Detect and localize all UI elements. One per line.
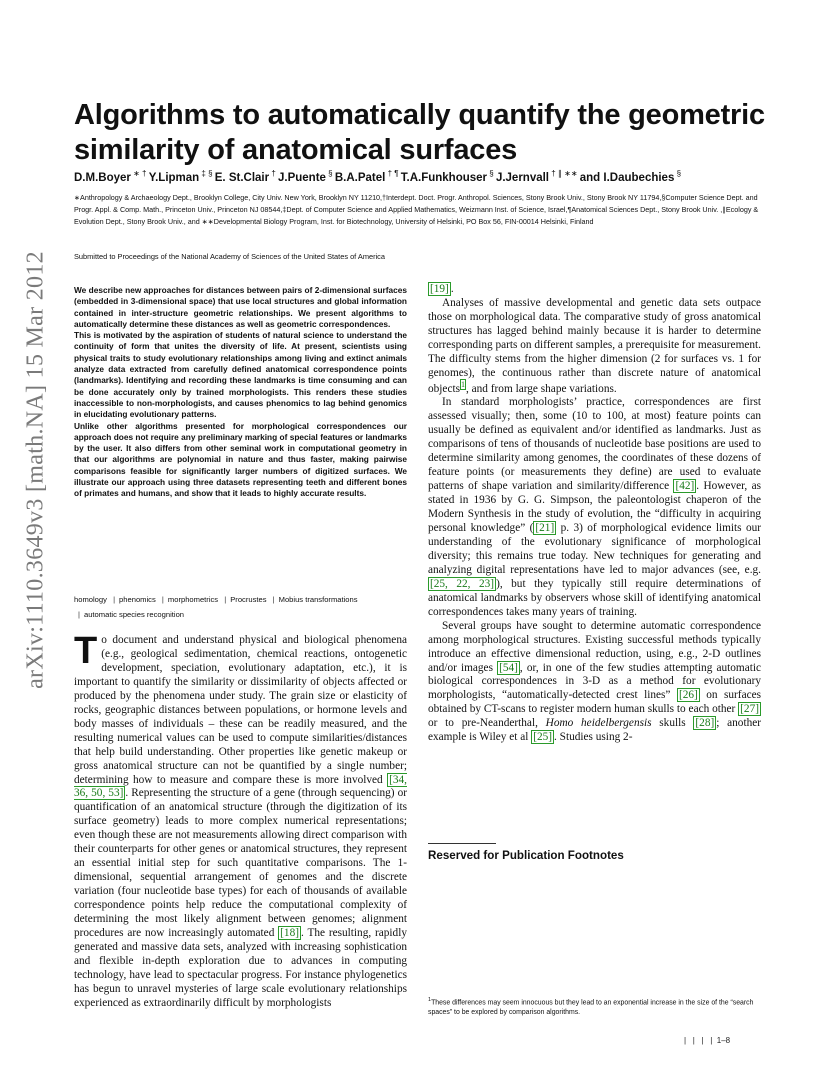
author-name: and I.Daubechies (579, 171, 675, 184)
keywords (74, 592, 407, 622)
citation-link[interactable]: [21] (535, 521, 555, 534)
author-name: J.Jernvall (495, 171, 550, 184)
author-affiliation-marks: ‡ § (199, 169, 215, 178)
keyword-separator: | (224, 595, 227, 604)
body-paragraph: To document and understand physical and biological phenomena (e.g., geological sedimentation, chemical reactions, ontogenetic development, speciation, evolutionary adaptation, etc.), it is important to quantify the similarity or dissimilarity of objects affected or produced by the phenomena under study. The grain size or elasticity of rocks, geographic distances between populations, or hormone levels and body masses of individuals – these can be readily measured, and the resulting numerical values can be used to compute similarities/distances that help build understanding. Other properties like genetic makeup or gross anatomical structure can not be quantified by a single number; determining how to measure and compare these is more involved [34, 36, 50, 53] . Representing the structure of a gene (through sequencing) or quantification of an anatomical structure (through the digitization of its surface geometry) leads to more complex numerical representations; even though these are not measurements allowing direct comparison with their counterparts for other genes or anatomical structures, they represent an essential initial step for such quantitative comparisons. The 1-dimensional, sequential arrangement of genomes and the discrete variation (four nucleotide base types) for each of thousands of available correspondence points help reduce the computational complexity of determining the most likely alignment between genomes; alignment procedures are now increasingly automated [18] . The resulting, rapidly generated and massive data sets, analyzed with increasing sophistication and flexible in-depth exploration due to advances in computing technology, have lead to spectacular progress. For instance phylogenetics has begun to unravel mysteries of large scale evolutionary relationships experienced as extraordinarily difficult by morphologists (74, 630, 408, 1009)
footnote-link[interactable]: 1 (461, 379, 465, 389)
species-name: Homo heidelbergensis (545, 717, 652, 730)
keyword-separator: | (113, 595, 116, 604)
body-column-right (428, 283, 761, 745)
citation-link[interactable]: [28] (695, 717, 715, 730)
author-name: E. St.Clair (214, 171, 270, 184)
arxiv-identifier (14, 251, 58, 689)
body-paragraph: Several groups have sought to determine automatic correspondence among morphological structures. Existing successful methods typically introduce an effective dimensional reduction, using, e.g., 2-D outlines and/or images [54] , or, in one of the few studies attempting automatic biological correspondences in 3-D as a method for evolutionary morphologists, “automatically-detected crest lines” [26] on surfaces obtained by CT-scans to register modern human skulls to each other [27] or to pre-Neanderthal, Homo heidelbergensis skulls [28] ; another example is Wiley et al [25] . Studies using 2- (428, 619, 762, 744)
author-affiliation-marks: § (674, 169, 682, 178)
citation-link[interactable]: [25, 22, 23] (430, 577, 495, 590)
body-paragraph: Analyses of massive developmental and genetic data sets outpace those on morphological data. The comparative study of gross anatomical structures has lagged behind mainly because it is harder to determine corresponding parts on different samples, a prerequisite for measurement. The difficulty stems from the higher dimension (2 for surfaces vs. 1 for genomes), the continuous rather than discrete nature of anatomical objects$^1$, and from large shape variations. (428, 296, 761, 395)
paper-title: Algorithms to automatically quantify the geometric similarity of anatomical surfaces (74, 99, 765, 166)
citation-link[interactable]: [26] (678, 689, 698, 702)
keyword: Mobius transformations (278, 595, 358, 604)
author-affiliation-marks: § (487, 169, 496, 178)
author-name: J.Puente (278, 171, 326, 184)
author-name: Y.Lipman (148, 171, 200, 184)
footnote-rule (428, 843, 496, 844)
page-footer: | | | | 1–8 (684, 1036, 731, 1045)
citation-link[interactable]: [27] (740, 703, 759, 716)
abstract (74, 285, 407, 500)
footnote-text: These differences may seem innocuous but they lead to an exponential increase in the size of the “search spaces” to be explored by comparison algorithms. (428, 999, 754, 1017)
author-name: D.M.Boyer (74, 171, 131, 184)
abstract-paragraph: Unlike other algorithms presented for morphological correspondences our approach does not require any preliminary marking of special features or landmarks by the user. It also differs from other seminal work in computational geometry in that our algorithms are polynomial in nature and thus faster, making pairwise comparisons feasible for significantly larger numbers of digitized surfaces. We illustrate our approach using three datasets representing teeth and different bones of primates and humans, and show that it leads to highly accurate results. (74, 420, 407, 499)
citation-link[interactable]: [34, 36, 50, 53] (74, 773, 408, 800)
author-affiliation-marks: † ∥ ∗∗ (549, 169, 580, 178)
body-column-left (74, 630, 408, 1011)
keyword: morphometrics (167, 595, 219, 604)
keyword-separator: | (161, 595, 164, 604)
drop-cap: T (74, 630, 98, 672)
footnote-mark: 1 (428, 997, 432, 1003)
author-affiliation-marks: § (325, 169, 335, 178)
author-affiliation-marks: † ¶ (385, 169, 401, 178)
body-paragraph-continued: [19] . (430, 283, 454, 295)
abstract-paragraph: This is motivated by the aspiration of students of natural science to understand the continuity of form that unites the diversity of life. At present, scientists using physical traits to study evolutionary relationships among living and extinct animals analyze data extracted from carefully defined anatomical correspondence points (landmarks). Identifying and recording these landmarks is time consuming and can be done accurately only by trained morphologists. This renders these studies inaccessible to non-morphologists, and causes phenomics to lag behind genomics in elucidating evolutionary patterns. (74, 330, 407, 420)
author-affiliation-marks: ∗ † (130, 169, 149, 178)
citation-link[interactable]: [54] (499, 661, 518, 674)
keyword: automatic species recognition (83, 610, 185, 619)
reserved-footnotes-heading: Reserved for Publication Footnotes (428, 849, 624, 862)
citation-link[interactable]: [19] (430, 283, 449, 295)
author-affiliation-marks: † (269, 169, 278, 178)
submission-note: Submitted to Proceedings of the National Academy of Sciences of the United States of America (74, 252, 385, 261)
citation-link[interactable]: [18] (280, 927, 299, 940)
footnote (428, 995, 766, 1018)
keyword: phenomics (119, 595, 156, 604)
author-name: T.A.Funkhouser (400, 171, 488, 184)
author-name: B.A.Patel (334, 171, 386, 184)
author-list (74, 169, 774, 184)
citation-link[interactable]: [25] (533, 731, 553, 744)
citation-link[interactable]: [42] (675, 480, 695, 493)
abstract-paragraph: We describe new approaches for distances between pairs of 2-dimensional surfaces (embedded in 3-dimensional space) that use local structures and global information contained in inter-structure geometric relationships. We present algorithms to automatically determine these distances as well as geometric correspondences. (74, 285, 407, 329)
affiliations: ∗Anthropology & Archaeology Dept., Brooklyn College, City Univ. New York, Brooklyn NY 11210,†Interdept. Doct. Progr. Anthropol. Sciences, Stony Brook Univ., Stony Brook NY 11794,§Computer Science Dept. and Progr. Appl. & Comp. Math., Princeton Univ., Princeton NJ 08544,‡Dept. of Computer Science and Applied Mathematics, Weizmann Inst. of Science, Israel,¶Anatomical Sciences Dept., Stony Brook Univ. ,∥Ecology & Evolution Dept., Stony Brook Univ., and ∗∗Developmental Biology Program, Inst. for Biotechnology, University of Helsinki, PO Box 56, FIN-00014 Helsinki, Finland (74, 193, 759, 226)
keyword-separator: | (78, 610, 80, 619)
body-paragraph: In standard morphologists’ practice, correspondences are first assessed visually; then, some (10 to 100, at most) feature points can usually be defined as equivalent and/or identified as landmarks. Just as comparisons of tens of thousands of nucleotide base positions are used to determine similarity among genomes, the coordinates of these dozens of feature points (or measurements they define) are used to evaluate patterns of shape variation and similarity/difference [42] . However, as stated in 1936 by G. G. Simpson, the paleontologist chaperon of the Modern Synthesis in the study of evolution, the “difficulty in acquiring personal knowledge” ( [21] p. 3) of morphological evidence limits our understanding of the evolutionary significance of morphological diversity; this remains true today. New techniques for generating and analyzing digital representations have led to major advances (see, e.g. [25, 22, 23] ), but they typically still require determinations of anatomical landmarks by observers whose skill of identifying anatomical correspondences takes many years of training. (428, 396, 762, 618)
keyword: homology (74, 595, 107, 604)
keyword: Procrustes (230, 595, 267, 604)
keyword-separator: | (272, 595, 275, 604)
arxiv-identifier-text: arXiv:1110.3649v3 [math.NA] 15 Mar 2012 (22, 251, 49, 689)
